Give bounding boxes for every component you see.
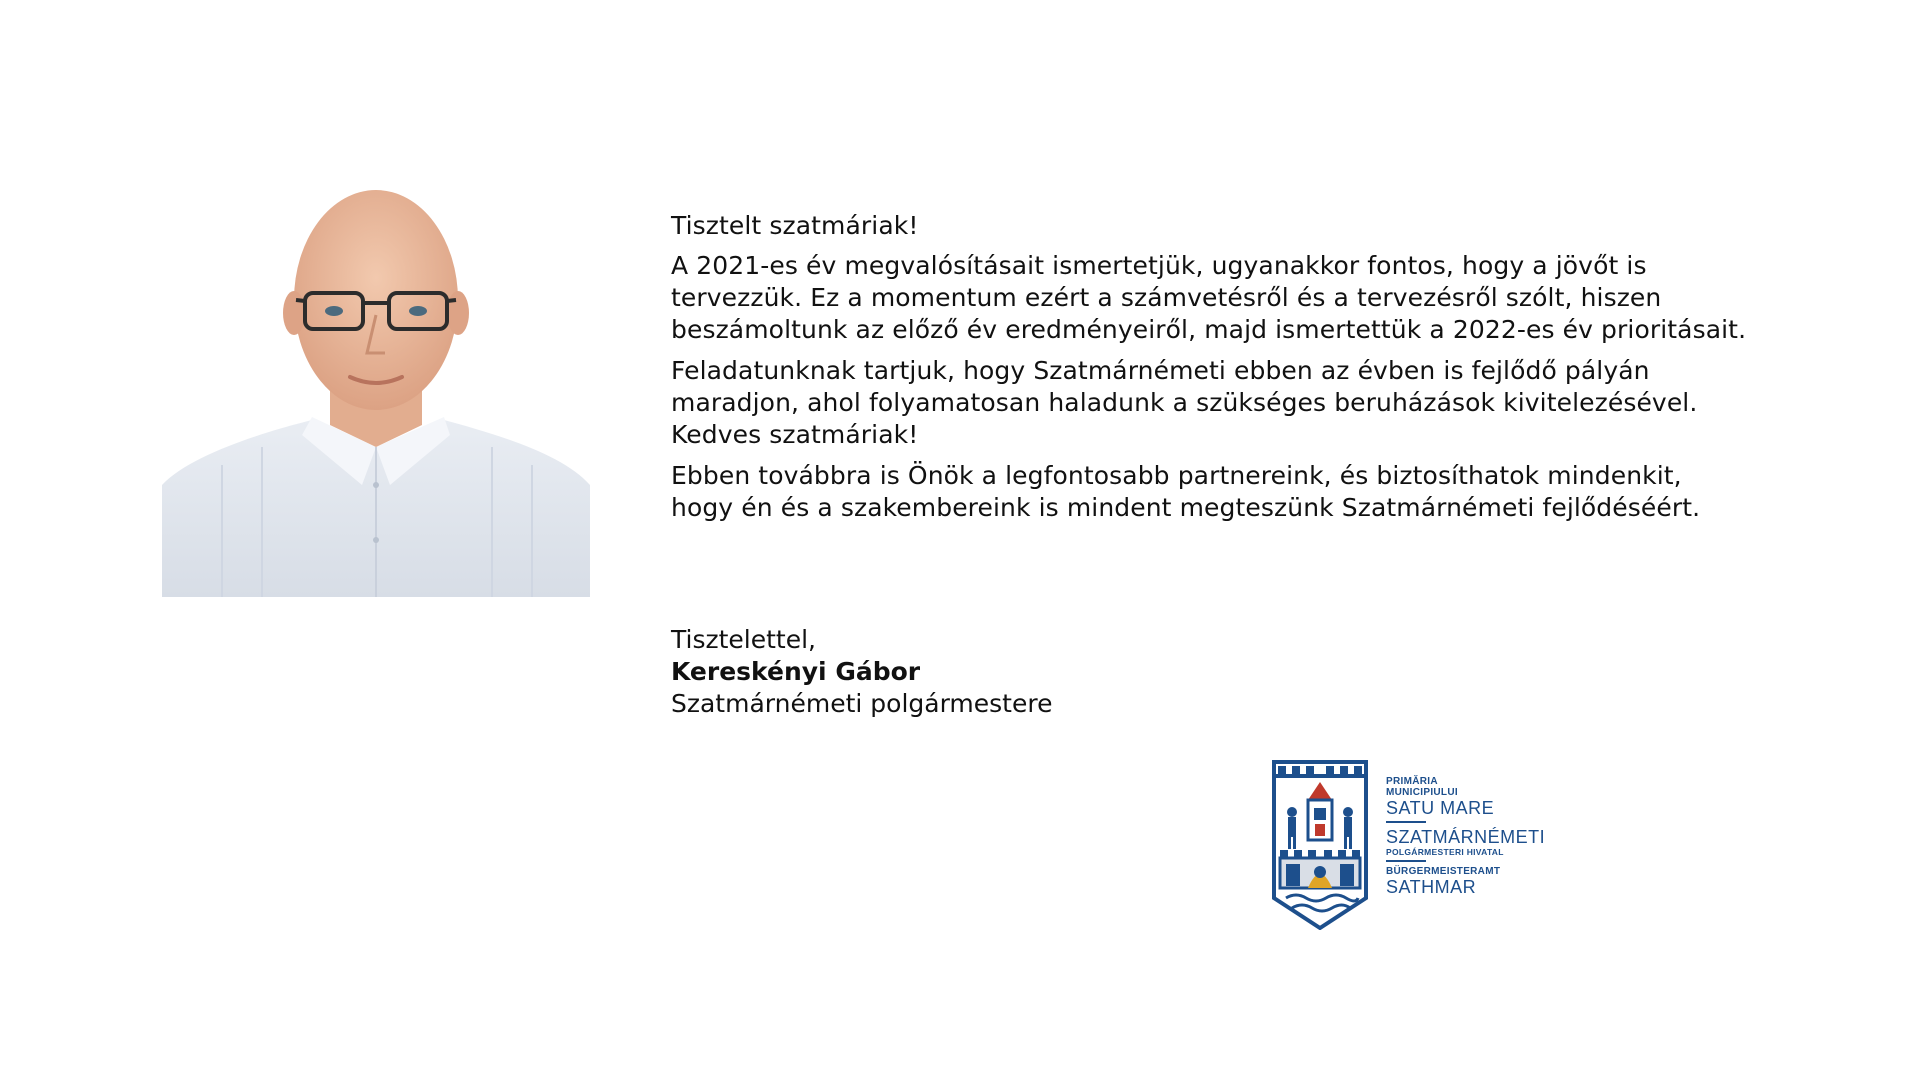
letter-greeting: Tisztelt szatmáriak! (671, 211, 919, 240)
letter-paragraph: A 2021-es év megvalósításait ismertetjük, ugyanakkor fontos, hogy a jövőt is tervezzük. Ez a momentum ezért a számvetésről és a tervezésről szólt, hiszen beszámoltunk az előző év eredményeiről, majd ismertettük a 2022-es év prioritásait. (671, 251, 1747, 344)
signature-name: Kereskényi Gábor (671, 657, 921, 686)
letter-paragraph: Ebben továbbra is Önök a legfontosabb partnereink, és biztosíthatok mindenkit, hogy én és a szakembereink is mindent megteszünk Szatmárnémeti fejlődéséért. (671, 461, 1701, 522)
logo-divider (1386, 860, 1426, 862)
logo-line-burgermeisteramt: BÜRGERMEISTERAMT (1386, 866, 1501, 877)
logo-line-sathmar: SATHMAR (1386, 877, 1477, 897)
letter-paragraph: Feladatunknak tartjuk, hogy Szatmárnémeti ebben az évben is fejlődő pályán maradjon, ahol folyamatosan haladunk a szükséges beruházások kivitelezésével. Kedves szatmáriak! (671, 356, 1698, 449)
signature-closing: Tisztelettel, (671, 625, 816, 654)
city-crest-icon (1270, 760, 1370, 930)
signature-title: Szatmárnémeti polgármestere (671, 689, 1053, 718)
logo-line-hivatal: POLGÁRMESTERI HIVATAL (1386, 847, 1504, 857)
signature-block (671, 624, 1052, 720)
logo-line-szatmarnemeti: SZATMÁRNÉMETI (1386, 827, 1546, 847)
letter-body (671, 210, 1751, 533)
logo-divider (1386, 821, 1426, 823)
city-hall-logo (1270, 760, 1560, 930)
logo-line-primaria: PRIMĂRIA (1386, 776, 1438, 787)
logo-line-satu-mare: SATU MARE (1386, 798, 1495, 818)
logo-text (1386, 776, 1545, 897)
mayor-portrait-photo (162, 185, 590, 597)
logo-line-municipiului: MUNICIPIULUI (1386, 787, 1458, 798)
